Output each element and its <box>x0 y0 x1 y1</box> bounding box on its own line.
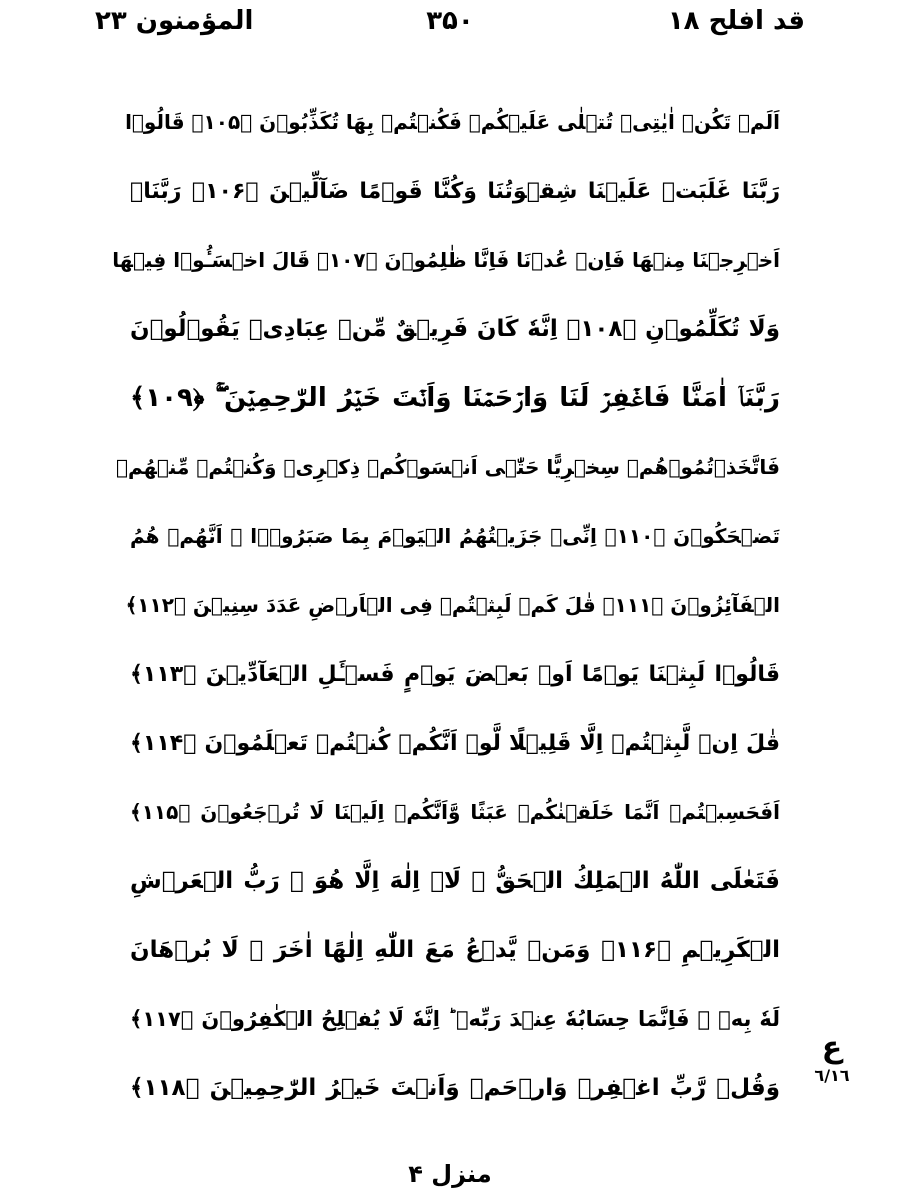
verse-line: فَاتَّخَذۡتُمُوۡهُمۡ سِخۡرِیًّا حَتّٰۤی اَنۡسَوۡكُمۡ ذِكۡرِیۡ وَكُنۡتُمۡ مِّنۡهُمۡ <box>116 455 780 479</box>
ruku-number: ٦/١٦ <box>814 1066 850 1085</box>
verse-line: الۡكَرِیۡمِ ﴿۱۱۶﴾ وَمَنۡ یَّدۡعُ مَعَ اللّٰهِ اِلٰهًا اٰخَرَ ۙ لَا بُرۡهَانَ <box>130 937 780 963</box>
page-number: ۳۵۰ <box>426 6 474 36</box>
verse-line: تَضۡحَكُوۡنَ ﴿۱۱۰﴾ اِنِّیۡ جَزَیۡتُهُمُ الۡیَوۡمَ بِمَا صَبَرُوۡۤا ۙ اَنَّهُمۡ هُمُ <box>130 524 780 548</box>
verse-line: اَلَمۡ تَكُنۡ اٰيٰتِیۡ تُتۡلٰی عَلَیۡكُمۡ فَكُنۡتُمۡ بِهَا تُكَذِّبُوۡنَ ﴿۱۰۵﴾ قَالُوۡا <box>125 110 780 134</box>
quran-text-block <box>112 88 780 1123</box>
verse-line: رَبَّنَاۤ اٰمَنَّا فَاغۡفِرۡ لَنَا وَارۡحَمۡنَا وَاَنۡتَ خَیۡرُ الرّٰحِمِیۡنَ ۚۖ ﴿۱۰۹﴾ <box>130 383 780 413</box>
surah-title: المؤمنون ۲۳ <box>95 6 254 36</box>
ruku-symbol: ع <box>821 1030 843 1065</box>
verse-line: وَقُلۡ رَّبِّ اغۡفِرۡ وَارۡحَمۡ وَاَنۡتَ خَیۡرُ الرّٰحِمِیۡنَ ﴿۱۱۸﴾ <box>130 1075 780 1101</box>
verse-line: اَخۡرِجۡنَا مِنۡهَا فَاِنۡ عُدۡنَا فَاِنَّا ظٰلِمُوۡنَ ﴿۱۰۷﴾ قَالَ اخۡسَـُٔوۡا فِیۡهَا <box>112 248 780 272</box>
verse-line: اَفَحَسِبۡتُمۡ اَنَّمَا خَلَقۡنٰكُمۡ عَبَثًا وَّاَنَّكُمۡ اِلَیۡنَا لَا تُرۡجَعُوۡنَ ﴿۱۱۵﴾ <box>130 800 780 824</box>
verse-line: قٰلَ اِنۡ لَّبِثۡتُمۡ اِلَّا قَلِیۡلًا لَّوۡ اَنَّكُمۡ كُنۡتُمۡ تَعۡلَمُوۡنَ ﴿۱۱۴﴾ <box>130 731 780 756</box>
verse-line: وَلَا تُكَلِّمُوۡنِ ﴿۱۰۸﴾ اِنَّهٗ كَانَ فَرِیۡقٌ مِّنۡ عِبَادِیۡ یَقُوۡلُوۡنَ <box>130 316 780 342</box>
verse-line: قَالُوۡا لَبِثۡنَا یَوۡمًا اَوۡ بَعۡضَ یَوۡمٍ فَسۡـَٔلِ الۡعَآدِّیۡنَ ﴿۱۱۳﴾ <box>130 662 780 687</box>
verse-line: رَبَّنَا غَلَبَتۡ عَلَیۡنَا شِقۡوَتُنَا وَكُنَّا قَوۡمًا ضَآلِّیۡنَ ﴿۱۰۶﴾ رَبَّنَاۤ <box>130 179 780 204</box>
juz-title: قد افلح ۱۸ <box>667 6 805 36</box>
verse-line: الۡفَآئِزُوۡنَ ﴿۱۱۱﴾ قٰلَ كَمۡ لَبِثۡتُمۡ فِی الۡاَرۡضِ عَدَدَ سِنِیۡنَ ﴿۱۱۲﴾ <box>125 593 780 617</box>
verse-line: لَهٗ بِهٖ ۙ فَاِنَّمَا حِسَابُهٗ عِنۡدَ رَبِّهٖ ؕ اِنَّهٗ لَا یُفۡلِحُ الۡكٰفِرُوۡنَ ﴿۱۱۷﴾ <box>130 1007 780 1031</box>
page-header <box>0 0 900 48</box>
ruku-marker <box>808 1030 856 1120</box>
manzil-footer: منزل ۴ <box>408 1160 492 1188</box>
verse-line: فَتَعٰلَی اللّٰهُ الۡمَلِكُ الۡحَقُّ ۚ لَاۤ اِلٰهَ اِلَّا هُوَ ۚ رَبُّ الۡعَرۡشِ <box>130 868 780 894</box>
